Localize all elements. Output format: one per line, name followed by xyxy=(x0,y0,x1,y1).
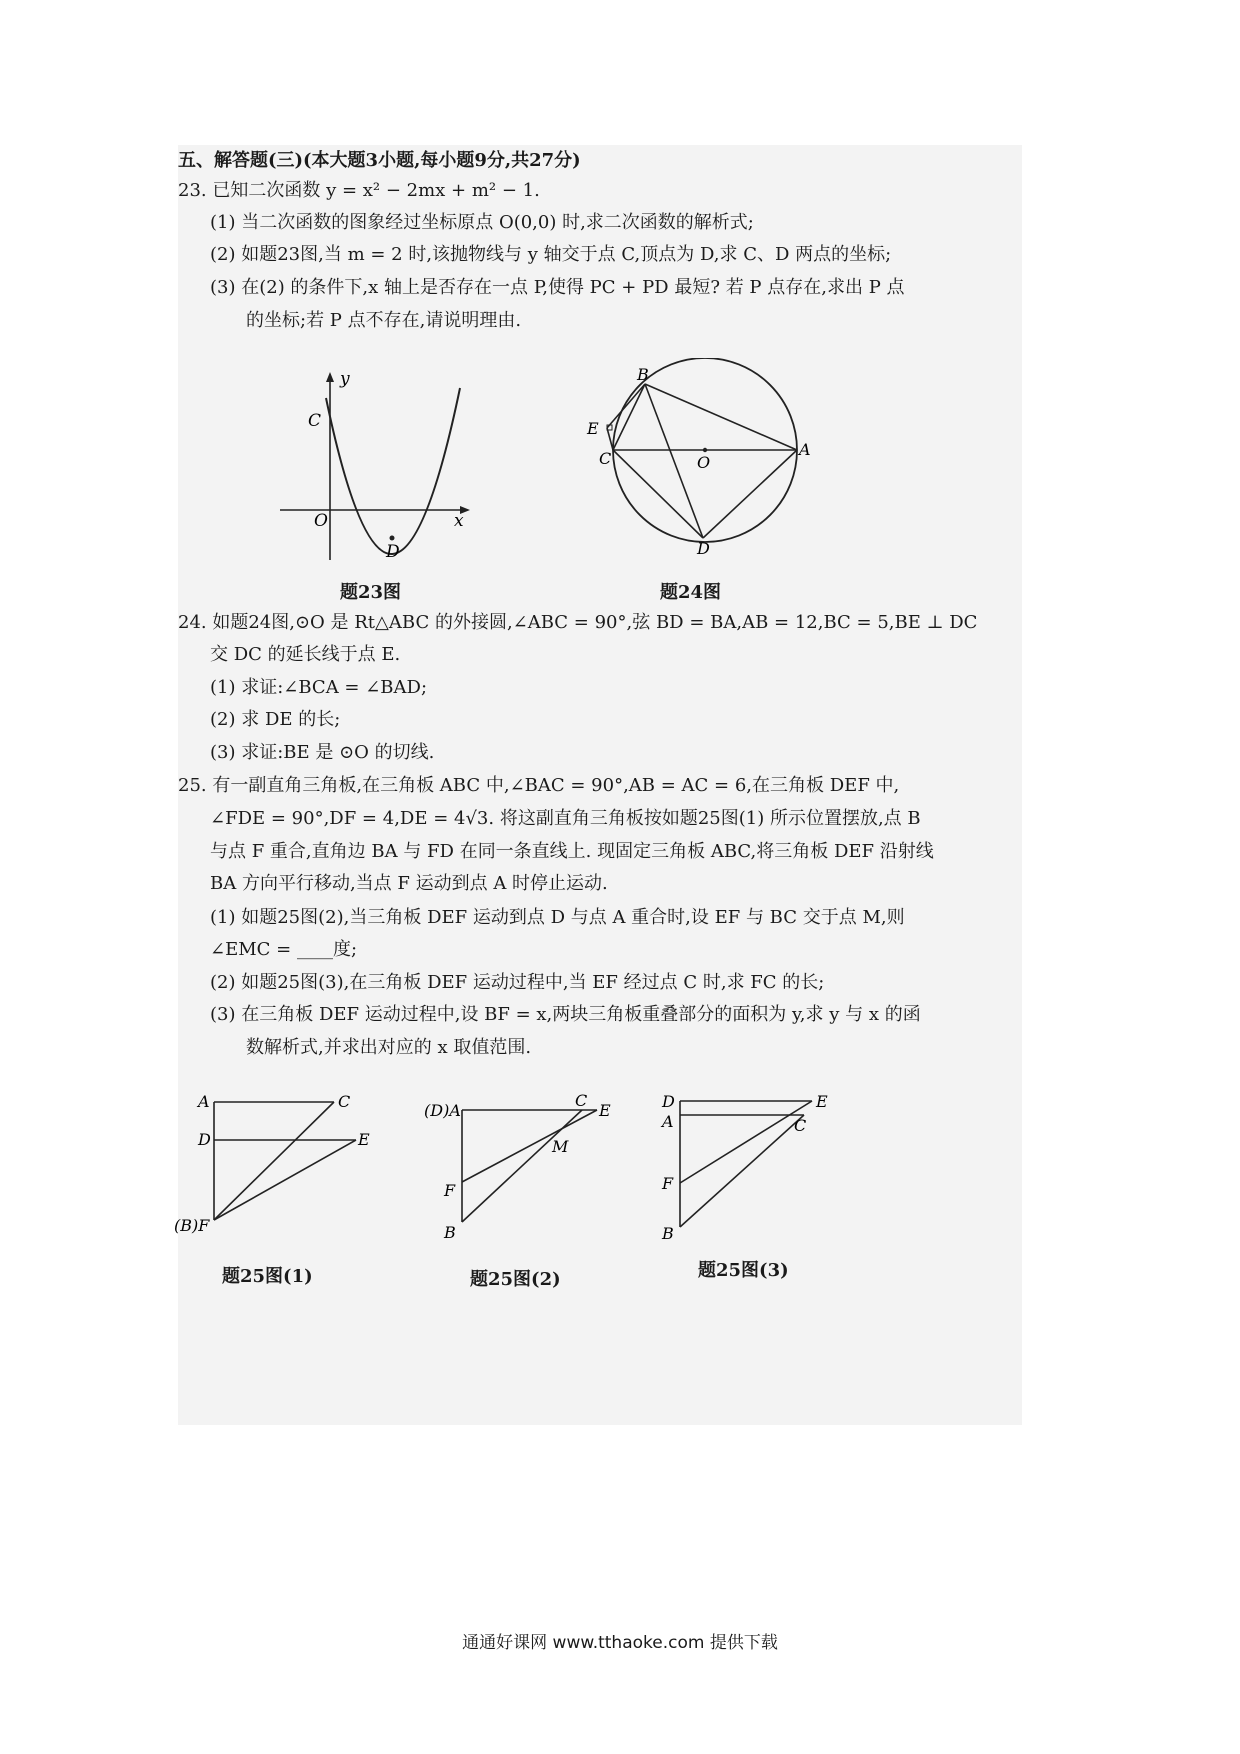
fig25-1-label-a: A xyxy=(198,1092,210,1111)
fig23-label-x: x xyxy=(454,511,464,531)
q24-stem: 24. 如题24图,⊙O 是 Rt△ABC 的外接圆,∠ABC = 90°,弦 BD = BA,AB = 12,BC = 5,BE ⊥ DC xyxy=(178,612,978,633)
q23-part-3: (3) 在(2) 的条件下,x 轴上是否存在一点 P,使得 PC + PD 最短? 若 P 点存在,求出 P 点 xyxy=(210,277,905,298)
fig23-label-c: C xyxy=(308,411,322,431)
fig23-label-d: D xyxy=(386,542,400,562)
q25-stem: 25. 有一副直角三角板,在三角板 ABC 中,∠BAC = 90°,AB = AC = 6,在三角板 DEF 中, xyxy=(178,775,900,796)
q23-part-3-cont: 的坐标;若 P 点不存在,请说明理由. xyxy=(246,310,522,331)
fig25-1-label-bf: (B)F xyxy=(174,1216,210,1235)
q24-part-2: (2) 求 DE 的长; xyxy=(210,709,341,730)
fig25-3-label-c: C xyxy=(794,1116,807,1135)
fig25-2-label-f: F xyxy=(444,1181,456,1200)
fig23-caption: 题23图 xyxy=(340,582,402,603)
q25-stem-2: ∠FDE = 90°,DF = 4,DE = 4√3. 将这副直角三角板按如题25图(1) 所示位置摆放,点 B xyxy=(210,808,921,829)
fig25-1-label-d: D xyxy=(198,1130,211,1149)
fig24-label-c: C xyxy=(599,449,612,468)
fig25-2-caption: 题25图(2) xyxy=(470,1269,561,1290)
fig25-3-label-b: B xyxy=(662,1224,674,1243)
fig25-1-label-c: C xyxy=(338,1092,351,1111)
figure-24 xyxy=(585,358,825,558)
fig25-2-label-e: E xyxy=(599,1101,611,1120)
q25-part-1-cont: ∠EMC = ____度; xyxy=(210,939,358,960)
fig25-3-label-a: A xyxy=(662,1112,674,1131)
fig25-2-label-b: B xyxy=(444,1223,456,1242)
q25-part-1: (1) 如题25图(2),当三角板 DEF 运动到点 D 与点 A 重合时,设 EF 与 BC 交于点 M,则 xyxy=(210,907,905,928)
fig25-1-caption: 题25图(1) xyxy=(222,1266,313,1287)
fig24-label-d: D xyxy=(697,539,710,558)
fig25-2-label-da: (D)A xyxy=(424,1101,461,1120)
fig23-label-o: O xyxy=(314,511,328,531)
fig25-3-label-d: D xyxy=(662,1092,675,1111)
fig24-caption: 题24图 xyxy=(660,582,722,603)
figure-25-1 xyxy=(172,1085,382,1245)
figure-25-3 xyxy=(652,1087,852,1247)
fig25-3-label-e: E xyxy=(816,1092,828,1111)
section-title: 五、解答题(三)(本大题3小题,每小题9分,共27分) xyxy=(178,150,581,171)
fig24-label-b: B xyxy=(637,365,649,384)
q24-part-3: (3) 求证:BE 是 ⊙O 的切线. xyxy=(210,742,435,763)
q25-part-3: (3) 在三角板 DEF 运动过程中,设 BF = x,两块三角板重叠部分的面积为 y,求 y 与 x 的函 xyxy=(210,1004,921,1025)
fig25-3-label-f: F xyxy=(662,1174,674,1193)
q25-part-2: (2) 如题25图(3),在三角板 DEF 运动过程中,当 EF 经过点 C 时,求 FC 的长; xyxy=(210,972,825,993)
fig24-label-a: A xyxy=(799,440,811,459)
q24-part-1: (1) 求证:∠BCA = ∠BAD; xyxy=(210,677,428,698)
fig23-label-y: y xyxy=(340,369,350,389)
figure-25-2 xyxy=(422,1092,622,1247)
fig25-1-label-e: E xyxy=(358,1130,370,1149)
q25-stem-4: BA 方向平行移动,当点 F 运动到点 A 时停止运动. xyxy=(210,873,608,894)
footer-download-note: 通通好课网 www.tthaoke.com 提供下载 xyxy=(462,1633,778,1653)
fig25-3-caption: 题25图(3) xyxy=(698,1260,789,1281)
fig25-2-label-c: C xyxy=(575,1092,588,1110)
q23-stem: 23. 已知二次函数 y = x² − 2mx + m² − 1. xyxy=(178,180,540,201)
q23-part-2: (2) 如题23图,当 m = 2 时,该抛物线与 y 轴交于点 C,顶点为 D,求 C、D 两点的坐标; xyxy=(210,244,892,265)
q25-part-3-cont: 数解析式,并求出对应的 x 取值范围. xyxy=(246,1037,532,1058)
q25-stem-3: 与点 F 重合,直角边 BA 与 FD 在同一条直线上. 现固定三角板 ABC,将三角板 DEF 沿射线 xyxy=(210,841,934,862)
fig24-label-e: E xyxy=(587,419,599,438)
fig25-2-label-m: M xyxy=(552,1137,569,1156)
q23-part-1: (1) 当二次函数的图象经过坐标原点 O(0,0) 时,求二次函数的解析式; xyxy=(210,212,754,233)
fig24-label-o: O xyxy=(697,453,711,472)
q24-stem-cont: 交 DC 的延长线于点 E. xyxy=(210,644,401,665)
figure-23 xyxy=(270,360,490,570)
